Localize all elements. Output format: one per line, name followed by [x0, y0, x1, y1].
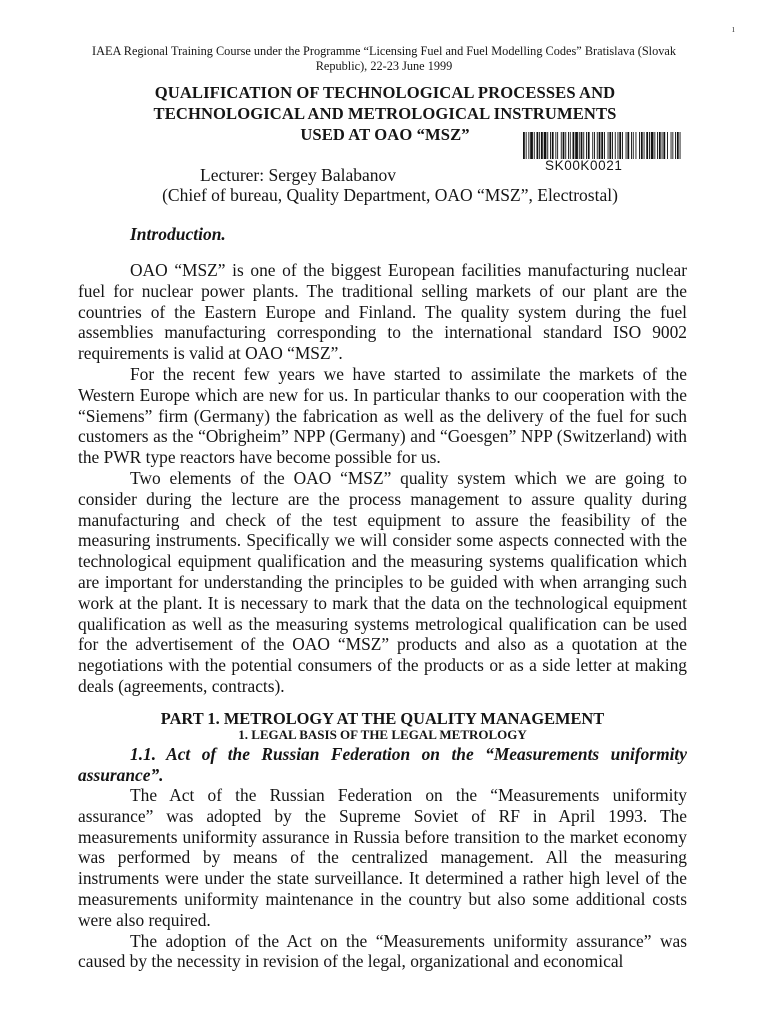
section-paragraph-2: The adoption of the Act on the “Measurements uniformity assurance” was caused by the necessity in revision of the legal, organizational and economical — [78, 930, 687, 972]
barcode-bar — [609, 132, 611, 159]
lecturer-line: Lecturer: Sergey Balabanov — [200, 165, 396, 185]
title-line-2: TECHNOLOGICAL AND METROLOGICAL INSTRUMENTS — [153, 104, 617, 123]
barcode-bar — [539, 132, 540, 159]
title-line-1: QUALIFICATION OF TECHNOLOGICAL PROCESSES AND — [154, 83, 616, 102]
barcode-bar — [552, 132, 554, 159]
barcode-bar — [561, 132, 562, 159]
barcode-bar — [575, 132, 578, 159]
barcode-bar — [675, 132, 676, 159]
barcode-bar — [579, 132, 580, 159]
section-paragraph-1: The Act of the Russian Federation on the “Measurements uniformity assurance” was adopted by the Supreme Soviet of RF in April 1993. The measurements uniformity assurance in Russia before transition to the market economy was performed by means of the centralized management. All the measuring instruments were under the state surveillance. It determined a rather high level of the measurements uniformity maintenance in the country but also some additional costs were also required. — [78, 785, 687, 930]
barcode-bar — [608, 132, 609, 159]
barcode-bar — [646, 132, 648, 159]
barcode-bar — [530, 132, 533, 159]
barcode-bar — [544, 132, 547, 159]
section-1-1-heading — [78, 744, 687, 786]
barcode-bar — [537, 132, 539, 159]
barcode-bar — [601, 132, 603, 159]
barcode-bar — [659, 132, 661, 159]
section-1-1-body — [78, 785, 687, 972]
barcode-bar — [641, 132, 643, 159]
barcode-bar — [557, 132, 558, 159]
barcode-bar — [599, 132, 601, 159]
barcode-bar — [604, 132, 605, 159]
intro-paragraph-1: OAO “MSZ” is one of the biggest European facilities manufacturing nuclear fuel for nuclear power plants. The traditional selling markets of our plant are the countries of the Eastern Europe and Finland. The quality system during the fuel assemblies manufacturing corresponding to the international standard ISO 9002 requirements is valid at OAO “MSZ”. — [78, 260, 687, 364]
barcode-bar — [526, 132, 527, 159]
section-title: Act of the Russian Federation on the “Measurements uniformity assurance”. — [78, 744, 687, 785]
barcode-bar — [619, 132, 621, 159]
barcode-bar — [677, 132, 679, 159]
barcode-bar — [644, 132, 645, 159]
intro-paragraph-2: For the recent few years we have started to assimilate the markets of the Western Europe which are new for us. In particular thanks to our cooperation with the “Siemens” firm (Germany) the fabrication as well as the delivery of the fuel for such customers as the “Obrigheim” NPP (Germany) and “Goesgen” NPP (Switzerland) with the PWR type reactors have become possible for us. — [78, 363, 687, 468]
barcode-bar — [639, 132, 640, 159]
barcode-bar — [523, 132, 525, 159]
section-number: 1.1. — [130, 744, 157, 764]
barcode-bar — [662, 132, 663, 159]
barcode-bar — [672, 132, 673, 159]
barcode-label: SK00K0021 — [545, 158, 623, 173]
barcode-bar — [594, 132, 595, 159]
barcode-bar — [636, 132, 637, 159]
barcode-bar — [651, 132, 654, 159]
title-line-3: USED AT OAO “MSZ” — [300, 125, 470, 144]
barcode-bar — [627, 132, 629, 159]
barcode-bar — [612, 132, 613, 159]
barcode-bar — [631, 132, 632, 159]
barcode-bar — [563, 132, 565, 159]
lecturer-affiliation: (Chief of bureau, Quality Department, OAO “MSZ”, Electrostal) — [162, 185, 618, 205]
barcode-bar — [565, 132, 566, 159]
barcode-bar — [581, 132, 583, 159]
barcode-bar — [657, 132, 658, 159]
barcode-bar — [555, 132, 556, 159]
barcode-bar — [573, 132, 575, 159]
barcode-bar — [618, 132, 619, 159]
barcode-bar — [615, 132, 616, 159]
barcode-bar — [583, 132, 584, 159]
barcode-bar — [649, 132, 650, 159]
part-1-heading: PART 1. METROLOGY AT THE QUALITY MANAGEMENT — [160, 709, 605, 728]
barcode-bar — [663, 132, 665, 159]
barcode-bar — [528, 132, 529, 159]
barcode-bar — [541, 132, 543, 159]
barcode-bar — [654, 132, 655, 159]
barcode — [523, 132, 681, 159]
barcode-bar — [626, 132, 627, 159]
conference-header: IAEA Regional Training Course under the Programme “Licensing Fuel and Fuel Modelling Codes” Bratislava (Slovak Republic), 22-23 June 1999 — [91, 44, 676, 73]
introduction-heading: Introduction. — [130, 224, 226, 244]
barcode-bar — [680, 132, 681, 159]
barcode-bar — [586, 132, 587, 159]
barcode-bar — [592, 132, 593, 159]
barcode-bar — [671, 132, 672, 159]
barcode-bar — [570, 132, 571, 159]
barcode-bar — [633, 132, 634, 159]
barcode-bar — [547, 132, 548, 159]
barcode-bar — [667, 132, 668, 159]
barcode-bar — [534, 132, 535, 159]
barcode-bar — [597, 132, 598, 159]
barcode-bar — [588, 132, 590, 159]
barcode-bar — [550, 132, 551, 159]
barcode-bar — [622, 132, 623, 159]
scan-mark: ı — [732, 24, 735, 35]
barcode-bar — [568, 132, 569, 159]
introduction-body — [78, 260, 687, 697]
part-1-subheading: 1. LEGAL BASIS OF THE LEGAL METROLOGY — [238, 727, 527, 742]
intro-paragraph-3: Two elements of the OAO “MSZ” quality system which we are going to consider during the lecture are the process management to assure quality during manufacturing and check of the test equipment to assure the feasibility of the measuring instruments. Specifically we will consider some aspects connected with the technological equipment qualification and the measuring systems qualification which are important for understanding the principles to be guided with when arranging such work at the plant. It is necessary to mark that the data on the technological equipment qualification as well as the measuring systems metrological qualification can be used for the advertisement of the OAO “MSZ” products and also as a quotation at the negotiations with the potential consumers of the products or as a side letter at making deals (agreements, contracts). — [78, 467, 687, 696]
